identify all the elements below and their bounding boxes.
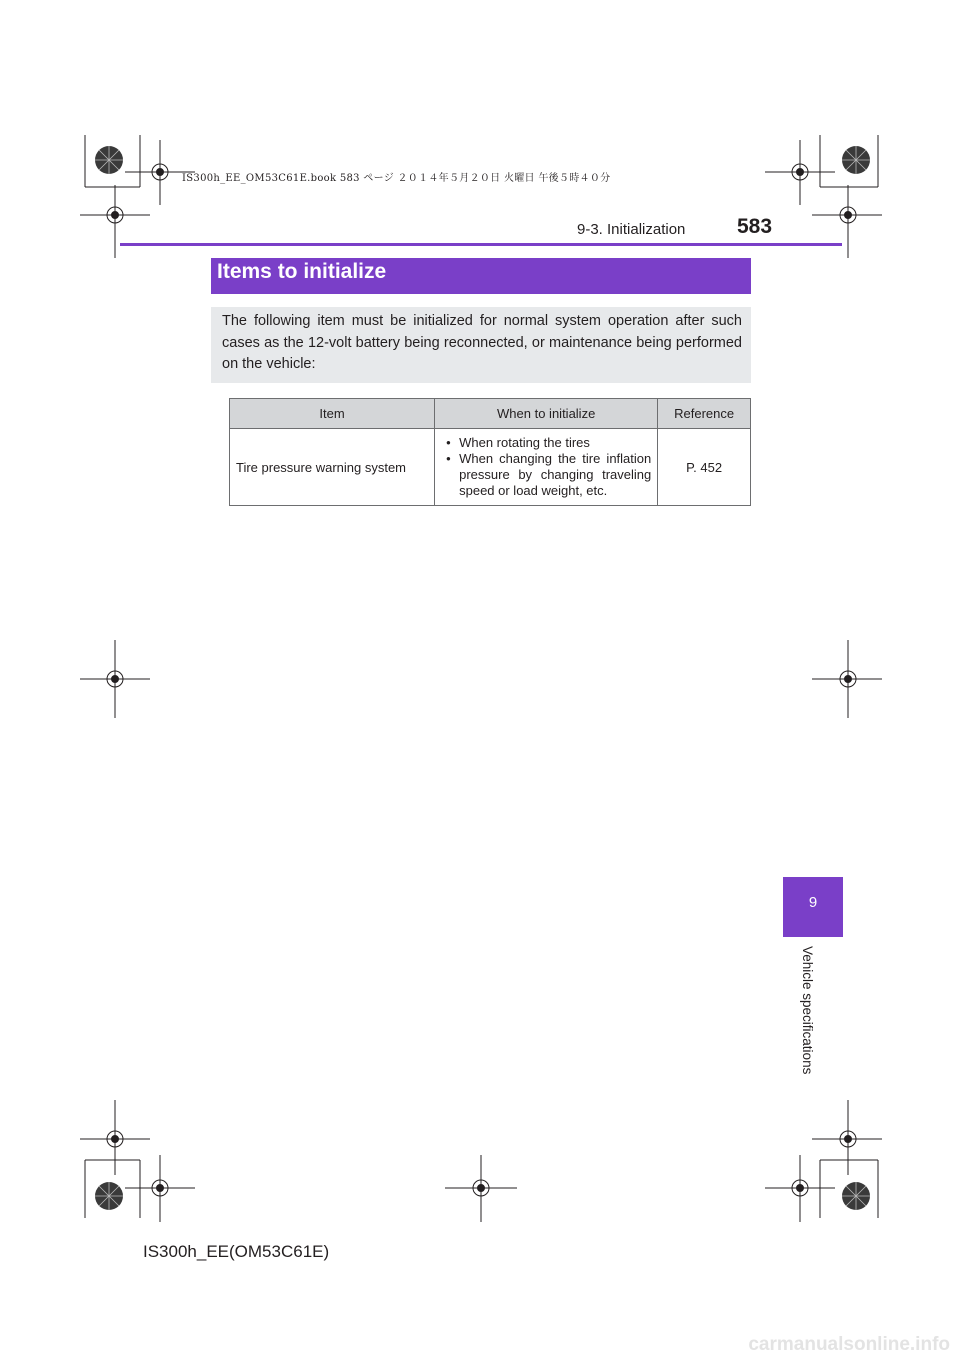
table-header-row: [230, 399, 751, 429]
table-row: [230, 429, 751, 506]
chapter-title: Vehicle specifications: [800, 946, 815, 1075]
cell-reference: P. 452: [658, 429, 751, 506]
condition-item: • When rotating the tires: [459, 435, 651, 451]
cell-item: Tire pressure warning system: [230, 429, 435, 506]
column-header-when: When to initialize: [435, 399, 658, 429]
section-title: 9-3. Initialization: [577, 221, 686, 238]
watermark-text: carmanualsonline.info: [748, 1334, 950, 1355]
initialization-table: [229, 398, 751, 506]
watermark: [0, 1330, 960, 1358]
section-heading: Items to initialize: [217, 260, 387, 283]
print-note: IS300h_EE_OM53C61E.book 583 ページ ２０１４年５月２０日 火曜日 午後５時４０分: [182, 173, 611, 184]
chapter-tab: [783, 877, 843, 937]
column-header-reference: Reference: [658, 399, 751, 429]
condition-item: • When changing the tire inflation pressure by changing traveling speed or load weight, etc.: [459, 451, 651, 500]
cell-conditions: [435, 429, 658, 506]
footer-code: IS300h_EE(OM53C61E): [143, 1242, 330, 1261]
header-rule: [120, 243, 842, 246]
condition-list: [441, 435, 651, 500]
intro-text: The following item must be initialized for normal system operation after such cases as the 12-volt battery being reconnected, or maintenance being performed on the vehicle:: [222, 313, 742, 372]
chapter-title-vertical: [800, 946, 824, 1086]
page-number: 583: [737, 215, 773, 238]
chapter-number: 9: [808, 894, 818, 911]
column-header-item: Item: [230, 399, 435, 429]
